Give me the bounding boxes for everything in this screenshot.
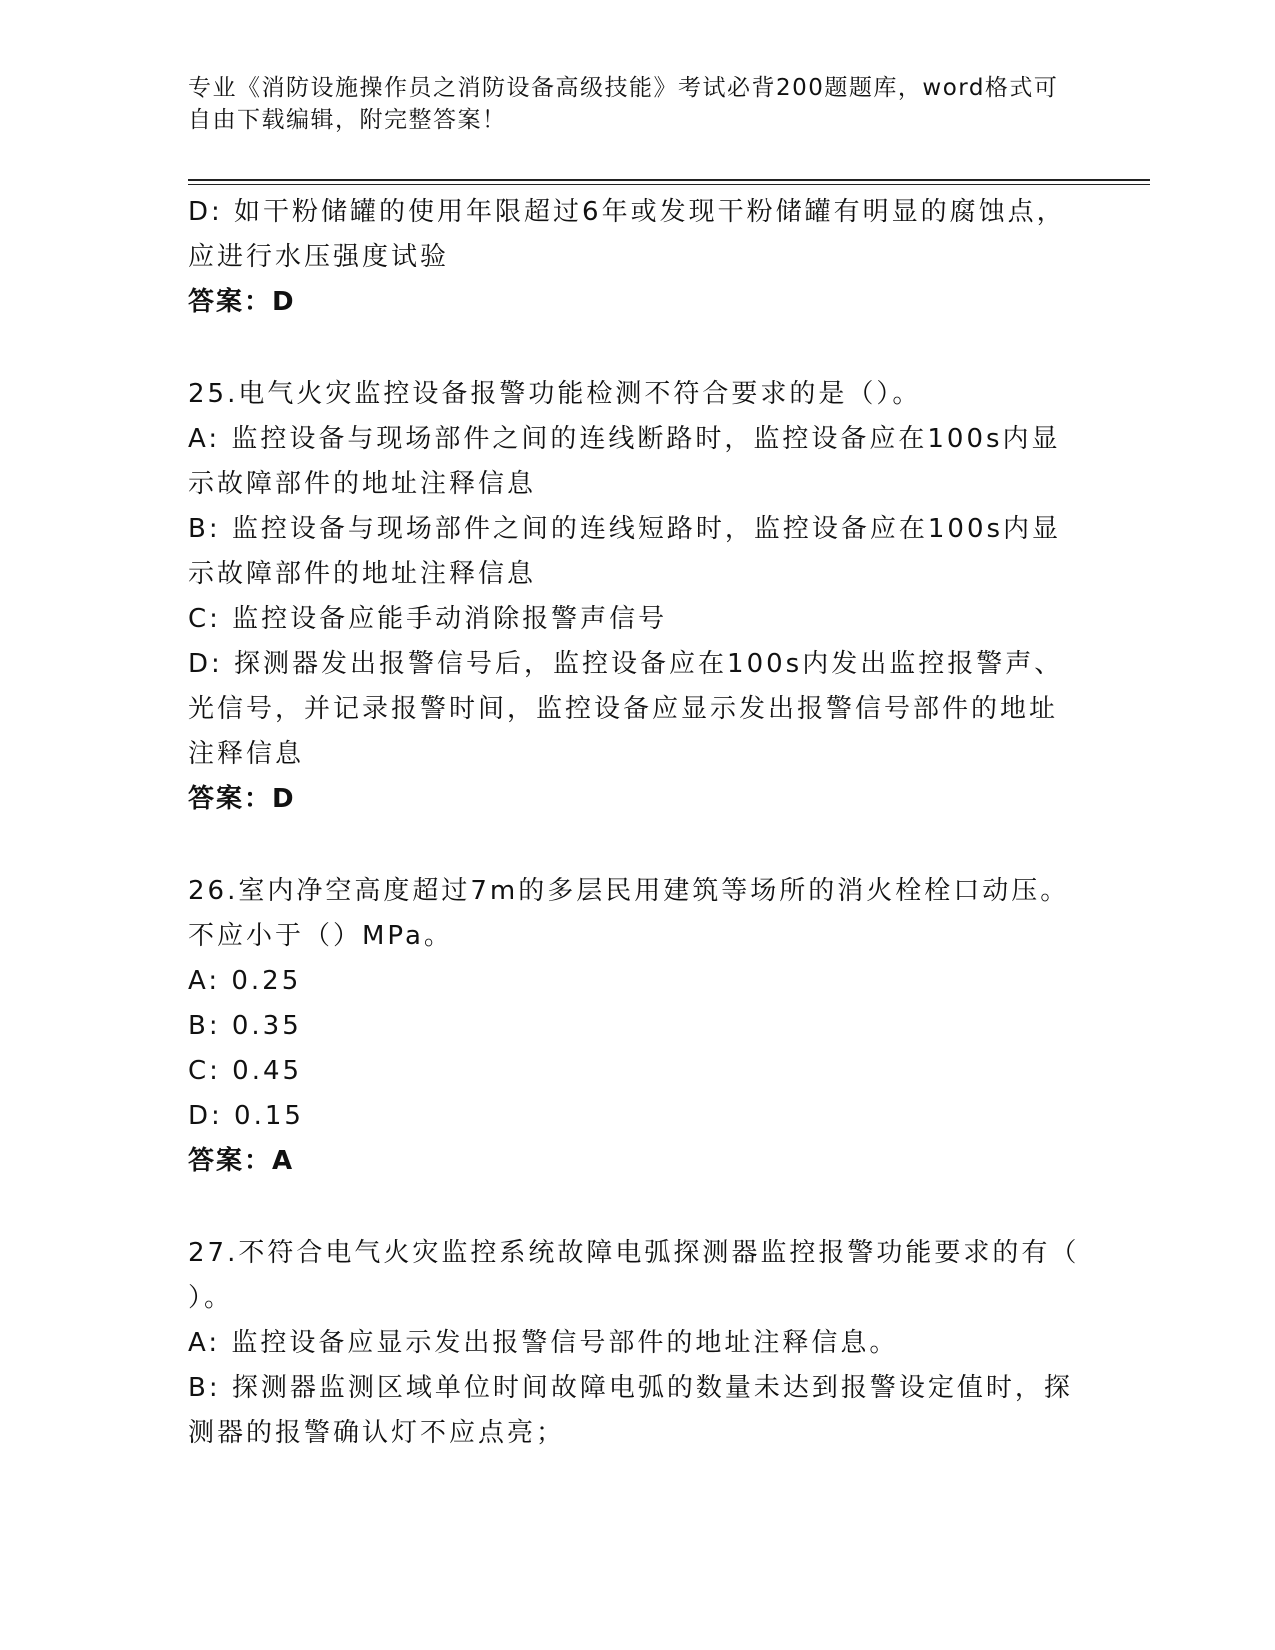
option-b-line-2: 示故障部件的地址注释信息 [188,559,537,589]
document-header [188,72,1068,136]
question-stem-line-2: 不应小于（）MPa。 [188,921,453,951]
option-b-line-2: 测器的报警确认灯不应点亮； [188,1418,566,1448]
spacer [188,1184,1088,1231]
header-title-line-1: 专业《消防设施操作员之消防设备高级技能》考试必背200题题库，word格式可 [188,75,1059,101]
option-d-line-1: D: 探测器发出报警信号后，监控设备应在100s内发出监控报警声、 [188,649,1064,679]
header-title-line-2: 自由下载编辑，附完整答案！ [188,107,507,133]
spacer [188,822,1088,869]
header-divider-thick [188,179,1150,181]
answer-line: 答案：D [188,287,296,317]
option-d-line-2: 应进行水压强度试验 [188,242,450,272]
question-26 [188,869,1088,1184]
option-a: A: 0.25 [188,966,302,996]
option-d-line-1: D: 如干粉储罐的使用年限超过6年或发现干粉储罐有明显的腐蚀点， [188,197,1066,227]
option-b: B: 0.35 [188,1011,302,1041]
question-25 [188,372,1088,822]
option-b-line-1: B: 监控设备与现场部件之间的连线短路时，监控设备应在100s内显 [188,514,1062,544]
answer-line: 答案：A [188,1146,295,1176]
question-stem-line-2: ）。 [188,1283,234,1313]
option-b-line-1: B: 探测器监测区域单位时间故障电弧的数量未达到报警设定值时，探 [188,1373,1073,1403]
question-content [188,190,1088,1456]
question-stem-line-1: 27.不符合电气火灾监控系统故障电弧探测器监控报警功能要求的有（ [188,1238,1080,1268]
option-a-line-2: 示故障部件的地址注释信息 [188,469,537,499]
question-stem: 25.电气火灾监控设备报警功能检测不符合要求的是（）。 [188,379,922,409]
option-d-line-2: 光信号，并记录报警时间，监控设备应显示发出报警信号部件的地址 [188,694,1059,724]
question-27 [188,1231,1088,1456]
question-stem-line-1: 26.室内净空高度超过7m的多层民用建筑等场所的消火栓栓口动压。 [188,876,1070,906]
option-a-line-1: A: 监控设备应显示发出报警信号部件的地址注释信息。 [188,1328,899,1358]
option-c: C: 0.45 [188,1056,303,1086]
option-c-line-1: C: 监控设备应能手动消除报警声信号 [188,604,668,634]
header-divider-thin [188,184,1150,185]
spacer [188,325,1088,372]
answer-line: 答案：D [188,784,296,814]
previous-question-tail [188,190,1088,325]
option-d-line-3: 注释信息 [188,739,305,769]
option-a-line-1: A: 监控设备与现场部件之间的连线断路时，监控设备应在100s内显 [188,424,1061,454]
option-d: D: 0.15 [188,1101,304,1131]
